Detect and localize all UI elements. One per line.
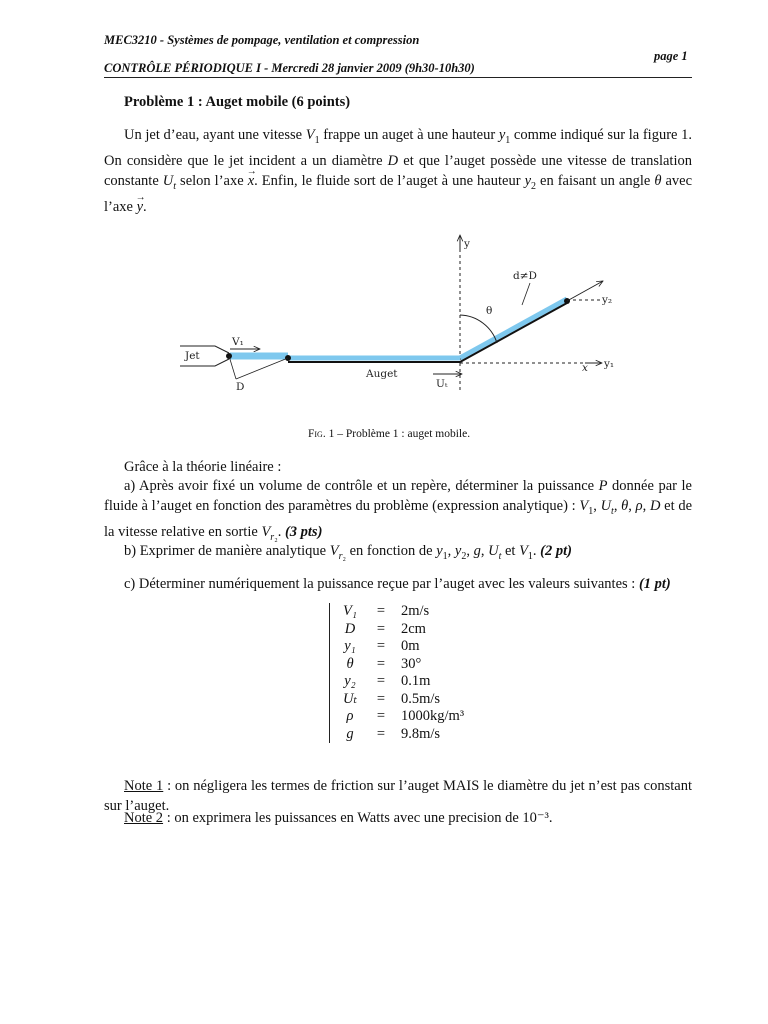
value-row	[332, 708, 471, 726]
auget-label: Auget	[366, 368, 398, 380]
note-2-label: Note 2	[124, 810, 164, 826]
value-number: 2cm	[401, 620, 426, 637]
question-a: a) Après avoir fixé un volume de contrôle et un repère, déterminer la puissance P donnée par le fluide à l’auget en fonction des paramètres du problème (expression analytique) : $V_1$, $U_t$, θ, ρ, D et de la vitesse relative en sortie $V_{r_2}$. (3 pts)	[104, 478, 693, 543]
equals-sign: =	[376, 725, 386, 742]
y1-label: y₁	[604, 358, 615, 370]
values-block	[329, 603, 471, 743]
exit-water	[460, 299, 567, 358]
problem-title: Problème 1 : Auget mobile (6 points)	[124, 94, 351, 110]
jet-label: Jet	[185, 350, 200, 362]
value-number: 0.5m/s	[401, 690, 441, 707]
value-row	[332, 621, 471, 639]
x-axis-label: x	[582, 362, 588, 374]
value-number: 9.8m/s	[401, 725, 441, 742]
exam-header: CONTRÔLE PÉRIODIQUE I - Mercredi 28 janvier 2009 (9h30-10h30)	[104, 61, 475, 75]
value-row	[332, 673, 471, 691]
value-row	[332, 691, 471, 709]
note-2-text: : on exprimera les puissances en Watts avec une precision de 10⁻³.	[163, 810, 553, 826]
v1-label: V₁	[232, 336, 244, 348]
page-number: page 1	[654, 49, 688, 63]
value-row	[332, 656, 471, 674]
value-key: Uₜ	[342, 690, 358, 707]
equals-sign: =	[376, 603, 386, 619]
header-rule	[104, 77, 692, 78]
value-key: D	[344, 620, 356, 637]
course-header: MEC3210 - Systèmes de pompage, ventilation et compression	[104, 33, 420, 47]
note-1-label: Note 1	[124, 778, 164, 794]
value-row	[332, 603, 471, 621]
value-number: 30°	[401, 655, 422, 672]
value-key: V₁	[343, 603, 357, 619]
value-row	[332, 726, 471, 744]
value-row	[332, 638, 471, 656]
caption-text: – Problème 1 : auget mobile.	[334, 428, 471, 440]
values-table	[332, 603, 471, 743]
y2-label: y₂	[602, 294, 613, 306]
value-number: 0.1m	[401, 673, 431, 689]
exit-arrow	[567, 281, 603, 301]
value-number: 0m	[401, 638, 420, 654]
intro-text: Grâce à la théorie linéaire :	[124, 459, 282, 475]
problem-statement: Un jet d’eau, ayant une vitesse $V_1$ frappe un auget à une hauteur $y_1$ comme indiqué sur la figure 1. On considère que le jet incident a un diamètre D et que l’auget possède une vitesse de translation constante $U_t$ selon l’axe → x. Enfin, le fluide sort de l’auget à une hauteur $y_2$ en faisant un angle θ avec l’axe → y.	[104, 127, 693, 215]
value-number: 1000kg/m³	[401, 708, 465, 724]
value-key: ρ	[346, 708, 354, 724]
auget-ramp	[460, 303, 567, 362]
equals-sign: =	[376, 620, 386, 637]
equals-sign: =	[376, 638, 386, 654]
value-key: y₁	[344, 638, 356, 654]
equals-sign: =	[376, 708, 386, 724]
value-key: y₂	[344, 673, 356, 689]
equals-sign: =	[376, 673, 386, 689]
value-number: 2m/s	[401, 603, 430, 619]
auget-figure	[170, 225, 620, 400]
equals-sign: =	[376, 690, 386, 707]
note-2	[124, 808, 692, 828]
question-c: c) Déterminer numériquement la puissance reçue par l’auget avec les valeurs suivantes : (1 pt)	[124, 576, 671, 592]
y-axis-label: y	[464, 238, 470, 250]
theta-label: θ	[486, 305, 493, 317]
question-b: b) Exprimer de manière analytique $V_{r_2}$ en fonction de $y_1$, $y_2$, g, $U_t$ et $V_1$. (2 pt)	[124, 543, 572, 562]
equals-sign: =	[376, 655, 386, 672]
value-key: θ	[346, 655, 354, 672]
diameter-label: D	[236, 381, 245, 393]
value-key: g	[346, 725, 354, 742]
note-1-text: : on négligera les termes de friction sur l’auget MAIS le diamètre du jet n’est pas constant sur l’auget.	[104, 778, 692, 814]
ut-label: Uₜ	[436, 378, 448, 390]
figure-caption	[308, 428, 470, 440]
caption-prefix: Fig. 1	[308, 428, 335, 440]
d-not-D-label: d≠D	[513, 270, 537, 282]
